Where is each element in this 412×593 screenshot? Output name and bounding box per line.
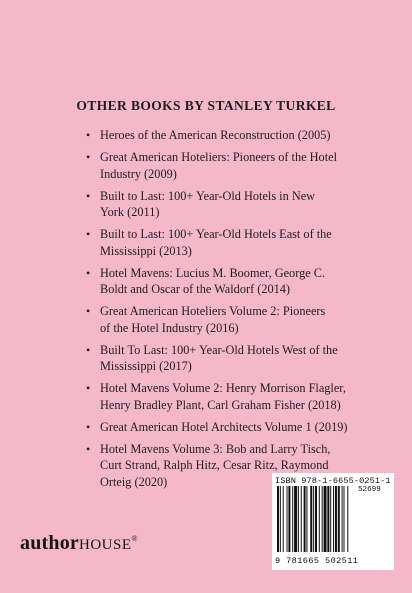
barcode-bar: [283, 486, 284, 552]
book-item: [86, 265, 386, 298]
bullet-icon: •: [86, 150, 91, 164]
book-title-line: Henry Bradley Plant, Carl Graham Fisher (2018): [100, 397, 341, 412]
barcode-bar: [287, 486, 288, 552]
bullet-icon: •: [86, 128, 91, 142]
book-title-line: Orteig (2020): [100, 474, 168, 489]
book-title-line: Heroes of the American Reconstruction (2005): [100, 128, 331, 142]
barcode-bar: [294, 486, 297, 552]
barcode-bar: [277, 486, 279, 552]
book-list: [86, 127, 386, 496]
barcode-bar: [301, 486, 302, 552]
bullet-icon: •: [86, 419, 91, 434]
book-item: [86, 342, 386, 375]
bullet-icon: •: [86, 342, 91, 357]
barcode-bar: [304, 486, 306, 552]
barcode-bar: [324, 486, 327, 552]
barcode-bar: [342, 486, 343, 552]
barcode-bar: [330, 486, 331, 552]
barcode-bar: [319, 486, 320, 552]
book-item: [86, 419, 386, 436]
book-title-line: Built To Last: 100+ Year-Old Hotels West of the: [100, 342, 338, 357]
book-item: [86, 127, 386, 144]
bullet-icon: •: [86, 441, 91, 456]
book-item: [86, 226, 386, 259]
book-item: [86, 303, 386, 336]
book-title-line: Hotel Mavens: Lucius M. Boomer, George C.: [100, 265, 326, 280]
barcode-bar: [344, 486, 345, 552]
barcode-bar: [315, 486, 317, 552]
book-title-line: Hotel Mavens Volume 3: Bob and Larry Tisch,: [100, 441, 331, 456]
registered-mark: ®: [131, 534, 138, 543]
barcode-bar: [288, 486, 290, 552]
barcode-bar: [338, 486, 340, 552]
barcode-bar: [327, 486, 329, 552]
bullet-icon: •: [86, 227, 91, 241]
bullet-icon: •: [86, 381, 91, 395]
book-item: [86, 380, 386, 413]
book-title-line: York (2011): [100, 205, 160, 219]
page-heading: OTHER BOOKS BY STANLEY TURKEL: [76, 98, 336, 113]
publisher-logo: [20, 532, 138, 555]
barcode-bar: [292, 486, 293, 552]
bullet-icon: •: [86, 304, 91, 318]
ean-digits: 9 781665 502511: [275, 556, 359, 566]
barcode-bar: [310, 486, 312, 552]
book-title-line: Built to Last: 100+ Year-Old Hotels East of the: [100, 227, 332, 241]
book-title-line: Curt Strand, Ralph Hitz, Cesar Ritz, Raymond: [100, 458, 329, 472]
book-title-line: Mississippi (2013): [100, 243, 192, 258]
barcode-bar: [322, 486, 323, 552]
publisher-logo-house: HOUSE: [78, 537, 132, 553]
book-title-line: Boldt and Oscar of the Waldorf (2014): [100, 282, 291, 296]
book-title-line: Great American Hoteliers Volume 2: Pioneers: [100, 304, 326, 318]
barcode-bar: [347, 486, 348, 552]
barcode-bar: [333, 486, 334, 552]
isbn-text: ISBN 978-1-6655-0251-1: [275, 476, 391, 486]
book-title-line: Built to Last: 100+ Year-Old Hotels in New: [100, 188, 316, 203]
bullet-icon: •: [86, 188, 91, 203]
book-item: [86, 149, 386, 182]
book-title-line: Hotel Mavens Volume 2: Henry Morrison Flagler,: [100, 381, 346, 395]
publisher-logo-author: author: [20, 532, 79, 554]
barcode-bar: [313, 486, 314, 552]
barcode-bars: [275, 486, 357, 556]
book-title-line: Great American Hotel Architects Volume 1 (2019): [100, 419, 348, 434]
book-title-line: Mississippi (2017): [100, 359, 192, 373]
book-item: [86, 188, 386, 221]
barcode-bar: [298, 486, 299, 552]
barcode-bar: [306, 486, 307, 552]
barcode-bar: [280, 486, 281, 552]
book-title-line: Great American Hoteliers: Pioneers of the Hotel: [100, 150, 337, 164]
bullet-icon: •: [86, 265, 91, 280]
barcode-bar: [335, 486, 337, 552]
book-title-line: Industry (2009): [100, 166, 177, 181]
book-title-line: of the Hotel Industry (2016): [100, 320, 239, 335]
price-code: 52699: [358, 486, 381, 494]
